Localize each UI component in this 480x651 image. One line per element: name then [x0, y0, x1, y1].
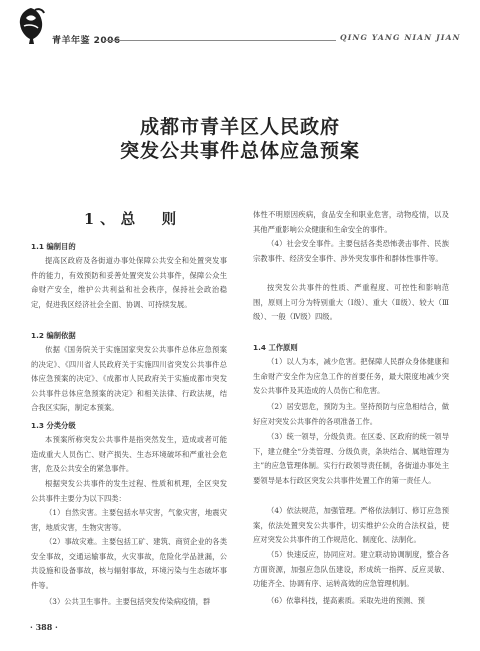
section-heading: 1.3 分类分级 — [31, 421, 76, 430]
paragraph: 根据突发公共事件的发生过程、性质和机理，全区突发公共事件主要分为以下四类： — [31, 479, 227, 503]
yearbook-latin-title: QING YANG NIAN JIAN — [340, 33, 461, 42]
yearbook-logo — [14, 6, 48, 46]
document-title-line1: 成都市青羊区人民政府 — [139, 116, 340, 138]
paragraph: （3）公共卫生事件。主要包括突发传染病疫情，群 — [45, 597, 211, 606]
paragraph: （6）依靠科技，提高素质。采取先进的预测、预 — [267, 596, 425, 605]
paragraph: 按突发公共事件的性质、严重程度、可控性和影响范围，原则上可分为特别重大（Ⅰ级）、重大（Ⅱ级）、较大（Ⅲ级）、一般（Ⅳ级）四级。 — [253, 283, 449, 322]
paragraph: 提高区政府及各街道办事处保障公共安全和处置突发事件的能力，有效预防和妥善处置突发公共事件，保障公众生命财产安全，维护公共利益和社会秩序，保持社会政治稳定，促进我区经济社会全面、协调、可持续发展。 — [31, 256, 227, 309]
paragraph: （5）快速反应，协同应对。建立联动协调制度，整合各方面资源，加强应急队伍建设，形成统一指挥、反应灵敏、功能齐全、协调有序、运转高效的应急管理机制。 — [253, 550, 449, 589]
chapter-heading: 1、总 则 — [84, 211, 183, 228]
paragraph: （4）依法规范，加强管理。严格依法制订、修订应急预案，依法处置突发公共事件，切实维护公众的合法权益，使应对突发公共事件的工作规范化、制度化、法制化。 — [253, 506, 449, 545]
paragraph: 本预案所称突发公共事件是指突然发生，造成或者可能造成重大人员伤亡、财产损失、生态环境破坏和严重社会危害，危及公共安全的紧急事件。 — [31, 435, 227, 474]
paragraph: （4）社会安全事件。主要包括各类恐怖袭击事件、民族宗教事件、经济安全事件、涉外突发事件和群体性事件等。 — [253, 239, 449, 263]
paragraph: （3）统一领导，分级负责。在区委、区政府的统一领导下，建立健全“分类管理、分级负责，条块结合、属地管理为主”的应急管理体制。实行行政领导责任制，各街道办事处主要领导是本行政区突发公共事件处置工作的第一责任人。 — [253, 432, 449, 485]
yearbook-title: 青羊年鉴 2006 — [52, 36, 121, 46]
paragraph: （1）以人为本，减少危害。把保障人民群众身体健康和生命财产安全作为应急工作的首要任务，最大限度地减少突发公共事件及其造成的人员伤亡和危害。 — [253, 357, 449, 396]
page-number: · 388 · — [30, 622, 58, 632]
page-header — [0, 0, 480, 52]
section-heading: 1.4 工作原则 — [253, 343, 298, 352]
document-title-line2: 突发公共事件总体应急预案 — [119, 140, 360, 162]
header-rule — [104, 40, 336, 41]
paragraph: （2）事故灾难。主要包括工矿、建筑、商贸企业的各类安全事故，交通运输事故，火灾事故，危险化学品泄漏，公共设施和设备事故，核与辐射事故，环境污染与生态破坏事件等。 — [31, 537, 227, 590]
paragraph: （1）自然灾害。主要包括水旱灾害，气象灾害，地震灾害，地质灾害，生物灾害等。 — [31, 508, 227, 532]
section-heading: 1.1 编制目的 — [31, 242, 76, 251]
paragraph: 依据《国务院关于实施国家突发公共事件总体应急预案的决定》、《四川省人民政府关于实施四川省突发公共事件总体应急预案的决定》、《成都市人民政府关于实施成都市突发公共事件总体应急预案的决定》和相关法律、行政法规，结合我区实际，制定本预案。 — [31, 345, 227, 413]
section-heading: 1.2 编制依据 — [31, 331, 76, 340]
paragraph: （2）居安思危，预防为主。坚持预防与应急相结合，做好应对突发公共事件的各项准备工作。 — [253, 402, 449, 426]
paragraph: 体性不明原因疾病，食品安全和职业危害，动物疫情，以及其他严重影响公众健康和生命安全的事件。 — [253, 210, 449, 234]
